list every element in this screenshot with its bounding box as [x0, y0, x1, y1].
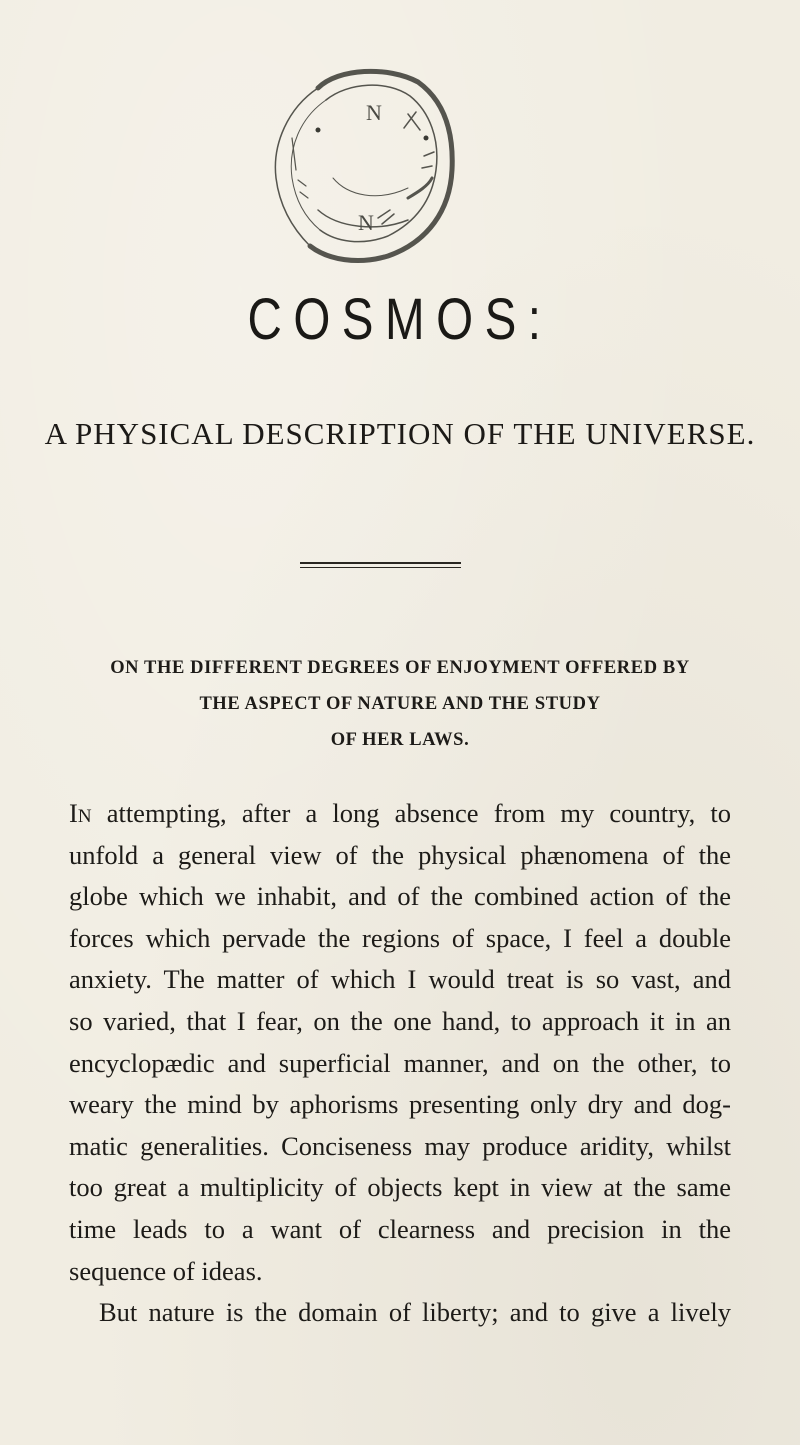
section-heading-line: ON THE DIFFERENT DEGREES OF ENJOYMENT OFFERED BY [110, 658, 690, 678]
stamp-letter-top: N [366, 100, 382, 125]
library-stamp-icon [258, 60, 458, 272]
body-line: so varied, that I fear, on the one hand, to approach it in an [69, 1005, 731, 1036]
section-heading [0, 650, 800, 758]
body-line-text: attempting, after a long absence from my country, to [91, 798, 731, 828]
section-heading-line: OF HER LAWS. [330, 730, 470, 750]
body-paragraphs [69, 793, 731, 1334]
book-title: COSMOS: [247, 287, 553, 352]
double-rule-divider [300, 562, 461, 570]
body-line: globe which we inhabit, and of the combined action of the [69, 881, 731, 912]
book-subtitle: A PHYSICAL DESCRIPTION OF THE UNIVERSE. [44, 416, 756, 451]
body-line: sequence of ideas. [69, 1255, 263, 1286]
drop-word: In [69, 798, 92, 828]
section-heading-line: THE ASPECT OF NATURE AND THE STUDY [199, 694, 601, 714]
body-line [69, 793, 731, 835]
body-line: weary the mind by aphorisms presenting only dry and dog- [69, 1089, 731, 1120]
body-line: anxiety. The matter of which I would treat is so vast, and [69, 964, 731, 995]
stamp-letter-bottom: N [358, 210, 374, 235]
body-line: time leads to a want of clearness and precision in the [69, 1213, 731, 1244]
body-line: encyclopædic and superficial manner, and on the other, to [69, 1047, 731, 1078]
body-line: matic generalities. Conciseness may produce aridity, whilst [69, 1130, 731, 1161]
body-line: forces which pervade the regions of space, I feel a double [69, 922, 731, 953]
body-line: unfold a general view of the physical phænomena of the [69, 839, 731, 870]
body-line: too great a multiplicity of objects kept in view at the same [69, 1172, 731, 1203]
body-line: But nature is the domain of liberty; and to give a lively [99, 1297, 731, 1328]
